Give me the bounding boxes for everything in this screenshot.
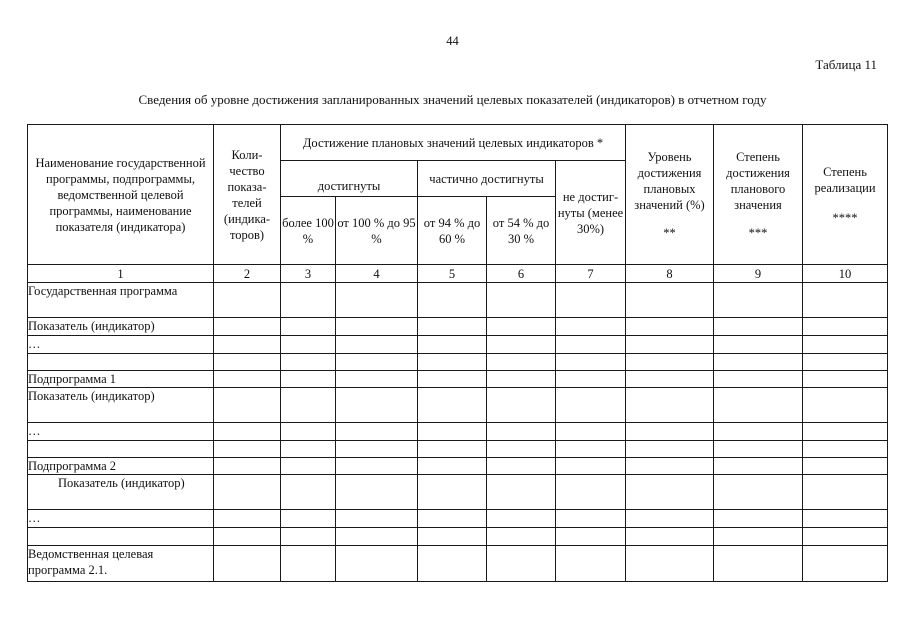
table-cell	[626, 371, 714, 388]
header-level-label: Уровень достижения плановых значений (%)	[634, 149, 705, 212]
table-cell	[214, 336, 281, 354]
table-cell	[336, 283, 418, 318]
table-cell	[281, 283, 336, 318]
table-cell	[487, 441, 556, 458]
table-cell	[626, 546, 714, 582]
row-label: Показатель (индикатор)	[28, 475, 214, 510]
table-cell	[214, 388, 281, 423]
table-cell	[487, 336, 556, 354]
table-cell	[626, 441, 714, 458]
table-cell	[803, 458, 888, 475]
table-row	[28, 423, 888, 441]
table-cell	[714, 475, 803, 510]
table-cell	[418, 510, 487, 528]
table-cell	[626, 510, 714, 528]
header-degree-mark: ***	[748, 225, 768, 240]
table-cell	[336, 441, 418, 458]
table-cell	[714, 423, 803, 441]
table-cell	[626, 318, 714, 336]
header-degree-cell	[714, 125, 803, 265]
column-number: 7	[556, 265, 626, 283]
table-cell	[487, 423, 556, 441]
table-cell	[418, 475, 487, 510]
row-label: Ведомственная целевая программа 2.1.	[28, 546, 214, 582]
table-row	[28, 371, 888, 388]
table-cell	[714, 458, 803, 475]
table-cell	[487, 546, 556, 582]
table-cell	[418, 318, 487, 336]
header-achieved: достигнуты	[281, 161, 418, 197]
column-number: 5	[418, 265, 487, 283]
table-cell	[336, 388, 418, 423]
table-cell	[556, 283, 626, 318]
table-cell	[487, 388, 556, 423]
table-cell	[214, 283, 281, 318]
column-number: 10	[803, 265, 888, 283]
table-cell	[281, 336, 336, 354]
table-cell	[281, 441, 336, 458]
table-cell	[487, 318, 556, 336]
table-cell	[418, 458, 487, 475]
table-cell	[556, 458, 626, 475]
table-cell	[487, 458, 556, 475]
table-cell	[281, 458, 336, 475]
table-cell	[803, 528, 888, 546]
table-cell	[336, 475, 418, 510]
column-number: 3	[281, 265, 336, 283]
table-cell	[487, 371, 556, 388]
header-partial: частично достигнуты	[418, 161, 556, 197]
table-row	[28, 546, 888, 582]
table-cell	[714, 388, 803, 423]
table-cell	[803, 371, 888, 388]
table-cell	[336, 371, 418, 388]
table-cell	[714, 283, 803, 318]
table-cell	[214, 371, 281, 388]
table-cell	[626, 475, 714, 510]
indicators-table	[27, 124, 888, 582]
table-cell	[418, 441, 487, 458]
table-row	[28, 336, 888, 354]
table-cell	[803, 510, 888, 528]
table-cell	[214, 354, 281, 371]
table-cell	[281, 510, 336, 528]
table-cell	[626, 354, 714, 371]
table-cell	[336, 458, 418, 475]
table-row	[28, 318, 888, 336]
column-number: 4	[336, 265, 418, 283]
table-cell	[281, 354, 336, 371]
header-realization-mark: ****	[832, 210, 858, 225]
table-cell	[803, 546, 888, 582]
table-cell	[556, 336, 626, 354]
table-row	[28, 441, 888, 458]
table-cell	[714, 336, 803, 354]
table-row	[28, 388, 888, 423]
table-cell	[626, 528, 714, 546]
header-54-30: от 54 % до 30 %	[487, 197, 556, 265]
table-cell	[556, 528, 626, 546]
table-cell	[626, 423, 714, 441]
page-number: 44	[446, 34, 459, 48]
table-cell	[556, 318, 626, 336]
table-cell	[214, 546, 281, 582]
row-label: Показатель (индикатор)	[28, 388, 214, 423]
table-cell	[214, 441, 281, 458]
table-cell	[803, 423, 888, 441]
table-cell	[556, 423, 626, 441]
header-count-cell: Коли-чество показа-телей (индика-торов)	[214, 125, 281, 265]
column-number: 2	[214, 265, 281, 283]
table-cell	[626, 336, 714, 354]
table-cell	[214, 318, 281, 336]
table-cell	[714, 546, 803, 582]
row-label: …	[28, 510, 214, 528]
column-number: 1	[28, 265, 214, 283]
column-number: 6	[487, 265, 556, 283]
table-cell	[281, 371, 336, 388]
table-cell	[418, 388, 487, 423]
table-cell	[214, 510, 281, 528]
table-cell	[418, 283, 487, 318]
header-not-achieved: не достиг-нуты (менее 30%)	[556, 161, 626, 265]
table-cell	[626, 458, 714, 475]
table-cell	[714, 441, 803, 458]
table-cell	[803, 283, 888, 318]
table-cell	[336, 336, 418, 354]
table-cell	[418, 371, 487, 388]
table-row	[28, 283, 888, 318]
table-cell	[281, 475, 336, 510]
header-100-95: от 100 % до 95 %	[336, 197, 418, 265]
row-label: Подпрограмма 2	[28, 458, 214, 475]
table-cell	[281, 423, 336, 441]
table-label: Таблица 11	[815, 57, 877, 72]
header-level-mark: **	[663, 225, 676, 240]
table-cell	[556, 388, 626, 423]
header-94-60: от 94 % до 60 %	[418, 197, 487, 265]
table-cell	[336, 354, 418, 371]
table-row	[28, 528, 888, 546]
table-cell	[336, 510, 418, 528]
header-realization-cell	[803, 125, 888, 265]
table-row	[28, 510, 888, 528]
table-cell	[214, 475, 281, 510]
table-caption: Сведения об уровне достижения запланированных значений целевых показателей (индикаторов) в отчетном году	[138, 92, 767, 107]
table-cell	[803, 441, 888, 458]
header-achievement-group: Достижение плановых значений целевых индикаторов *	[281, 125, 626, 161]
table-cell	[556, 371, 626, 388]
table-cell	[556, 510, 626, 528]
table-cell	[214, 458, 281, 475]
header-name-cell: Наименование государственной программы, подпрограммы, ведомственной целевой программы, наименование показателя (индикатора)	[28, 125, 214, 265]
header-realization-label: Степень реализации	[814, 164, 876, 195]
table-cell	[714, 371, 803, 388]
column-number: 8	[626, 265, 714, 283]
table-cell	[418, 546, 487, 582]
table-cell	[418, 354, 487, 371]
table-cell	[336, 528, 418, 546]
row-label	[28, 441, 214, 458]
table-cell	[556, 441, 626, 458]
table-cell	[487, 475, 556, 510]
table-cell	[487, 283, 556, 318]
row-label	[28, 354, 214, 371]
table-cell	[714, 510, 803, 528]
header-level-cell	[626, 125, 714, 265]
table-cell	[803, 388, 888, 423]
table-cell	[803, 318, 888, 336]
table-cell	[418, 336, 487, 354]
table-cell	[418, 423, 487, 441]
table-cell	[336, 318, 418, 336]
row-label	[28, 528, 214, 546]
table-cell	[418, 528, 487, 546]
table-cell	[487, 510, 556, 528]
table-cell	[214, 528, 281, 546]
table-cell	[803, 354, 888, 371]
table-cell	[803, 475, 888, 510]
row-label: …	[28, 336, 214, 354]
row-label: Подпрограмма 1	[28, 371, 214, 388]
table-cell	[281, 546, 336, 582]
table-cell	[281, 318, 336, 336]
table-cell	[714, 354, 803, 371]
table-cell	[626, 283, 714, 318]
table-row	[28, 458, 888, 475]
table-row	[28, 475, 888, 510]
table-cell	[714, 528, 803, 546]
table-row	[28, 354, 888, 371]
row-label: Государственная программа	[28, 283, 214, 318]
table-cell	[214, 423, 281, 441]
table-cell	[556, 475, 626, 510]
table-cell	[281, 388, 336, 423]
table-cell	[556, 354, 626, 371]
table-cell	[803, 336, 888, 354]
table-cell	[336, 423, 418, 441]
header-degree-label: Степень достижения планового значения	[726, 149, 790, 212]
table-cell	[336, 546, 418, 582]
row-label: …	[28, 423, 214, 441]
table-cell	[626, 388, 714, 423]
table-cell	[714, 318, 803, 336]
header-over-100: более 100 %	[281, 197, 336, 265]
table-cell	[487, 528, 556, 546]
column-number: 9	[714, 265, 803, 283]
row-label: Показатель (индикатор)	[28, 318, 214, 336]
table-cell	[556, 546, 626, 582]
table-cell	[487, 354, 556, 371]
table-cell	[281, 528, 336, 546]
